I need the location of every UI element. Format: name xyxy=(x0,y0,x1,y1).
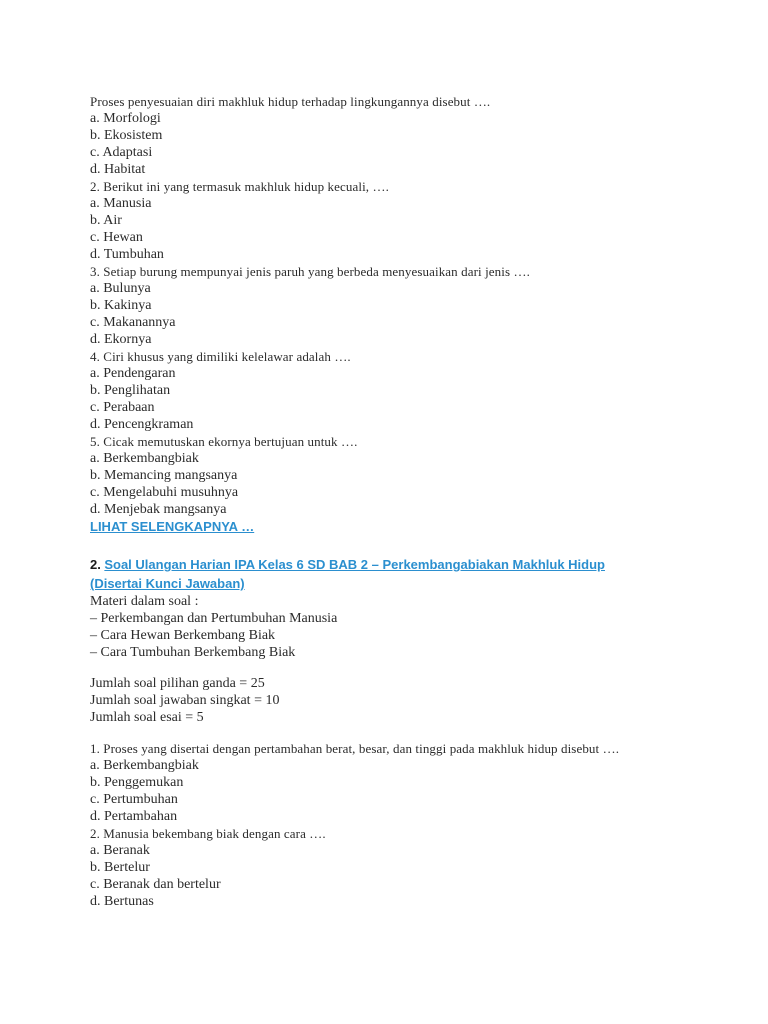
see-more-row xyxy=(90,518,750,535)
question-text: 2. Manusia bekembang biak dengan cara …. xyxy=(90,826,326,841)
section-2-heading-row-2 xyxy=(90,574,750,593)
count-item: Jumlah soal esai = 5 xyxy=(90,710,204,725)
answer-option: d. Bertunas xyxy=(90,894,154,909)
materi-list xyxy=(90,610,750,661)
question-text: 1. Proses yang disertai dengan pertambahan berat, besar, dan tinggi pada makhluk hidup disebut …. xyxy=(90,741,620,756)
answer-option: c. Adaptasi xyxy=(90,145,153,160)
count-item: Jumlah soal pilihan ganda = 25 xyxy=(90,676,265,691)
section-2-title-link-cont[interactable]: (Disertai Kunci Jawaban) xyxy=(90,576,245,591)
answer-option: d. Pertambahan xyxy=(90,809,178,824)
answer-option: a. Morfologi xyxy=(90,111,161,126)
answer-option: b. Kakinya xyxy=(90,298,152,313)
answer-option: c. Makanannya xyxy=(90,315,176,330)
section-2-title-link[interactable]: Soal Ulangan Harian IPA Kelas 6 SD BAB 2 – Perkembangabiakan Makhluk Hidup xyxy=(104,557,605,572)
answer-option: c. Pertumbuhan xyxy=(90,792,178,807)
answer-option: d. Pencengkraman xyxy=(90,417,194,432)
question-text: 2. Berikut ini yang termasuk makhluk hidup kecuali, …. xyxy=(90,179,389,194)
answer-option: a. Berkembangbiak xyxy=(90,758,199,773)
answer-option: a. Manusia xyxy=(90,196,152,211)
answer-option: c. Mengelabuhi musuhnya xyxy=(90,485,239,500)
answer-option: d. Tumbuhan xyxy=(90,247,164,262)
answer-option: d. Menjebak mangsanya xyxy=(90,502,227,517)
section-2-heading-row xyxy=(90,555,750,574)
answer-option: a. Berkembangbiak xyxy=(90,451,199,466)
section-1-questions xyxy=(90,93,750,518)
answer-option: b. Air xyxy=(90,213,122,228)
answer-option: b. Bertelur xyxy=(90,860,150,875)
question-text: 4. Ciri khusus yang dimiliki kelelawar adalah …. xyxy=(90,349,351,364)
answer-option: b. Penglihatan xyxy=(90,383,171,398)
question-text: 3. Setiap burung mempunyai jenis paruh yang berbeda menyesuaikan dari jenis …. xyxy=(90,264,530,279)
section-2-number: 2. xyxy=(90,557,101,572)
answer-option: a. Beranak xyxy=(90,843,150,858)
answer-option: c. Beranak dan bertelur xyxy=(90,877,221,892)
materi-item: – Cara Tumbuhan Berkembang Biak xyxy=(90,645,296,660)
question-counts xyxy=(90,675,750,726)
question-text: Proses penyesuaian diri makhluk hidup terhadap lingkungannya disebut …. xyxy=(90,94,491,109)
materi-item: – Perkembangan dan Pertumbuhan Manusia xyxy=(90,611,338,626)
materi-item: – Cara Hewan Berkembang Biak xyxy=(90,628,276,643)
answer-option: b. Penggemukan xyxy=(90,775,184,790)
answer-option: d. Habitat xyxy=(90,162,146,177)
answer-option: b. Ekosistem xyxy=(90,128,163,143)
answer-option: c. Perabaan xyxy=(90,400,155,415)
see-more-link[interactable]: LIHAT SELENGKAPNYA … xyxy=(90,519,255,534)
answer-option: b. Memancing mangsanya xyxy=(90,468,238,483)
answer-option: d. Ekornya xyxy=(90,332,152,347)
answer-option: a. Bulunya xyxy=(90,281,151,296)
count-item: Jumlah soal jawaban singkat = 10 xyxy=(90,693,280,708)
materi-label: Materi dalam soal : xyxy=(90,594,199,609)
answer-option: c. Hewan xyxy=(90,230,143,245)
answer-option: a. Pendengaran xyxy=(90,366,176,381)
section-2-questions xyxy=(90,740,750,910)
question-text: 5. Cicak memutuskan ekornya bertujuan untuk …. xyxy=(90,434,358,449)
document-body xyxy=(90,93,750,910)
